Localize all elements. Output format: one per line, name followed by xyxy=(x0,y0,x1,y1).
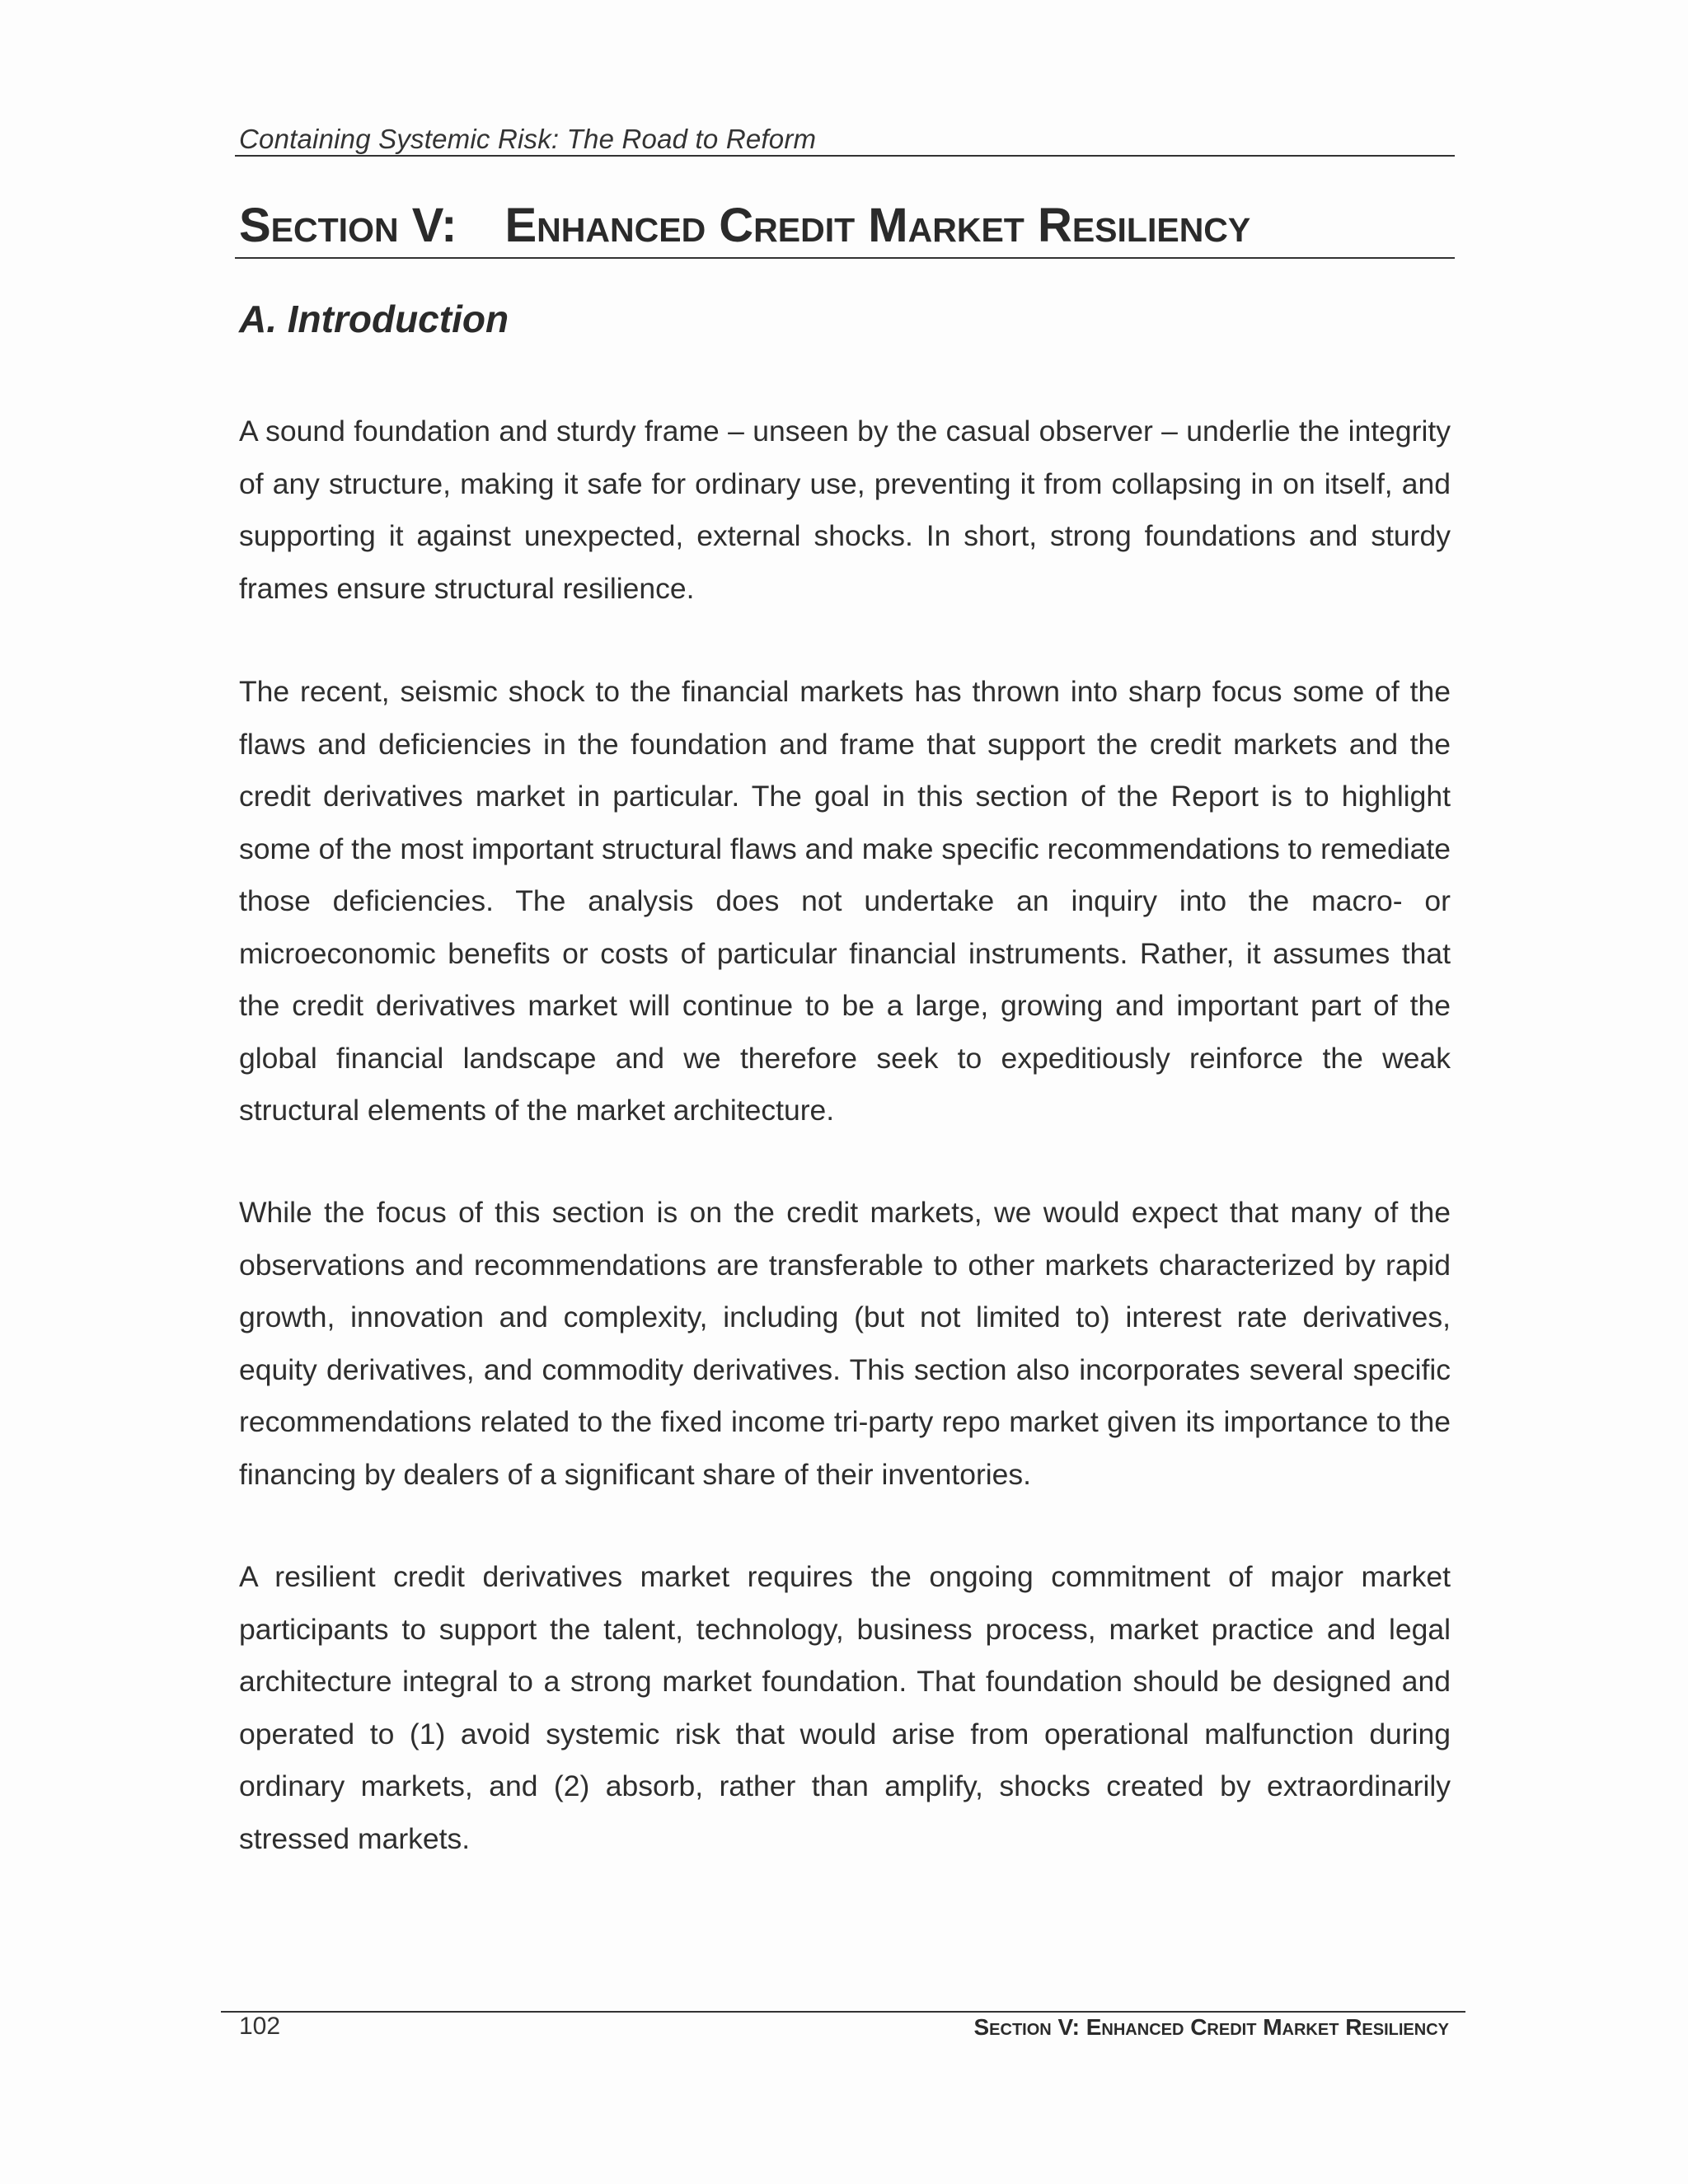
header-rule xyxy=(235,155,1455,157)
paragraph-3: While the focus of this section is on the credit markets, we would expect that many of the observations and recommendations are transferable to other markets characterized by rapid growth, innovation and complexity, including (but not limited to) interest rate derivatives, equity derivatives, and commodity derivatives. This section also incorporates several specific recommendations related to the fixed income tri-party repo market given its importance to the financing by dealers of a significant share of their inventories. xyxy=(239,1196,1451,1491)
section-name: Enhanced Credit Market Resiliency xyxy=(504,199,1251,252)
section-title-rule xyxy=(235,257,1455,259)
footer-section-label: Section V: Enhanced Credit Market Resiliency xyxy=(973,2014,1449,2040)
running-header: Containing Systemic Risk: The Road to Reform xyxy=(239,124,817,154)
paragraph-1: A sound foundation and sturdy frame – unseen by the casual observer – underlie the integrity of any structure, making it safe for ordinary use, preventing it from collapsing in on itself, and supporting it against unexpected, external shocks. In short, strong foundations and sturdy frames ensure structural resilience. xyxy=(239,415,1451,605)
section-number: Section V: xyxy=(239,199,457,252)
paragraph-4: A resilient credit derivatives market requires the ongoing commitment of major market participants to support the talent, technology, business process, market practice and legal architecture integral to a strong market foundation. That foundation should be designed and operated to (1) avoid systemic risk that would arise from operational malfunction during ordinary markets, and (2) absorb, rather than amplify, shocks created by extraordinarily stressed markets. xyxy=(239,1560,1451,1855)
section-title xyxy=(239,198,1250,253)
paragraph-2: The recent, seismic shock to the financial markets has thrown into sharp focus some of the flaws and deficiencies in the foundation and frame that support the credit markets and the credit derivatives market in particular. The goal in this section of the Report is to highlight some of the most important structural flaws and make specific recommendations to remediate those deficiencies. The analysis does not undertake an inquiry into the macro- or microeconomic benefits or costs of particular financial instruments. Rather, it assumes that the credit derivatives market will continue to be a large, growing and important part of the global financial landscape and we therefore seek to expeditiously reinforce the weak structural elements of the market architecture. xyxy=(239,675,1451,1127)
subsection-title: A. Introduction xyxy=(239,298,509,340)
page-number: 102 xyxy=(239,2013,281,2040)
footer-rule xyxy=(221,2011,1465,2013)
